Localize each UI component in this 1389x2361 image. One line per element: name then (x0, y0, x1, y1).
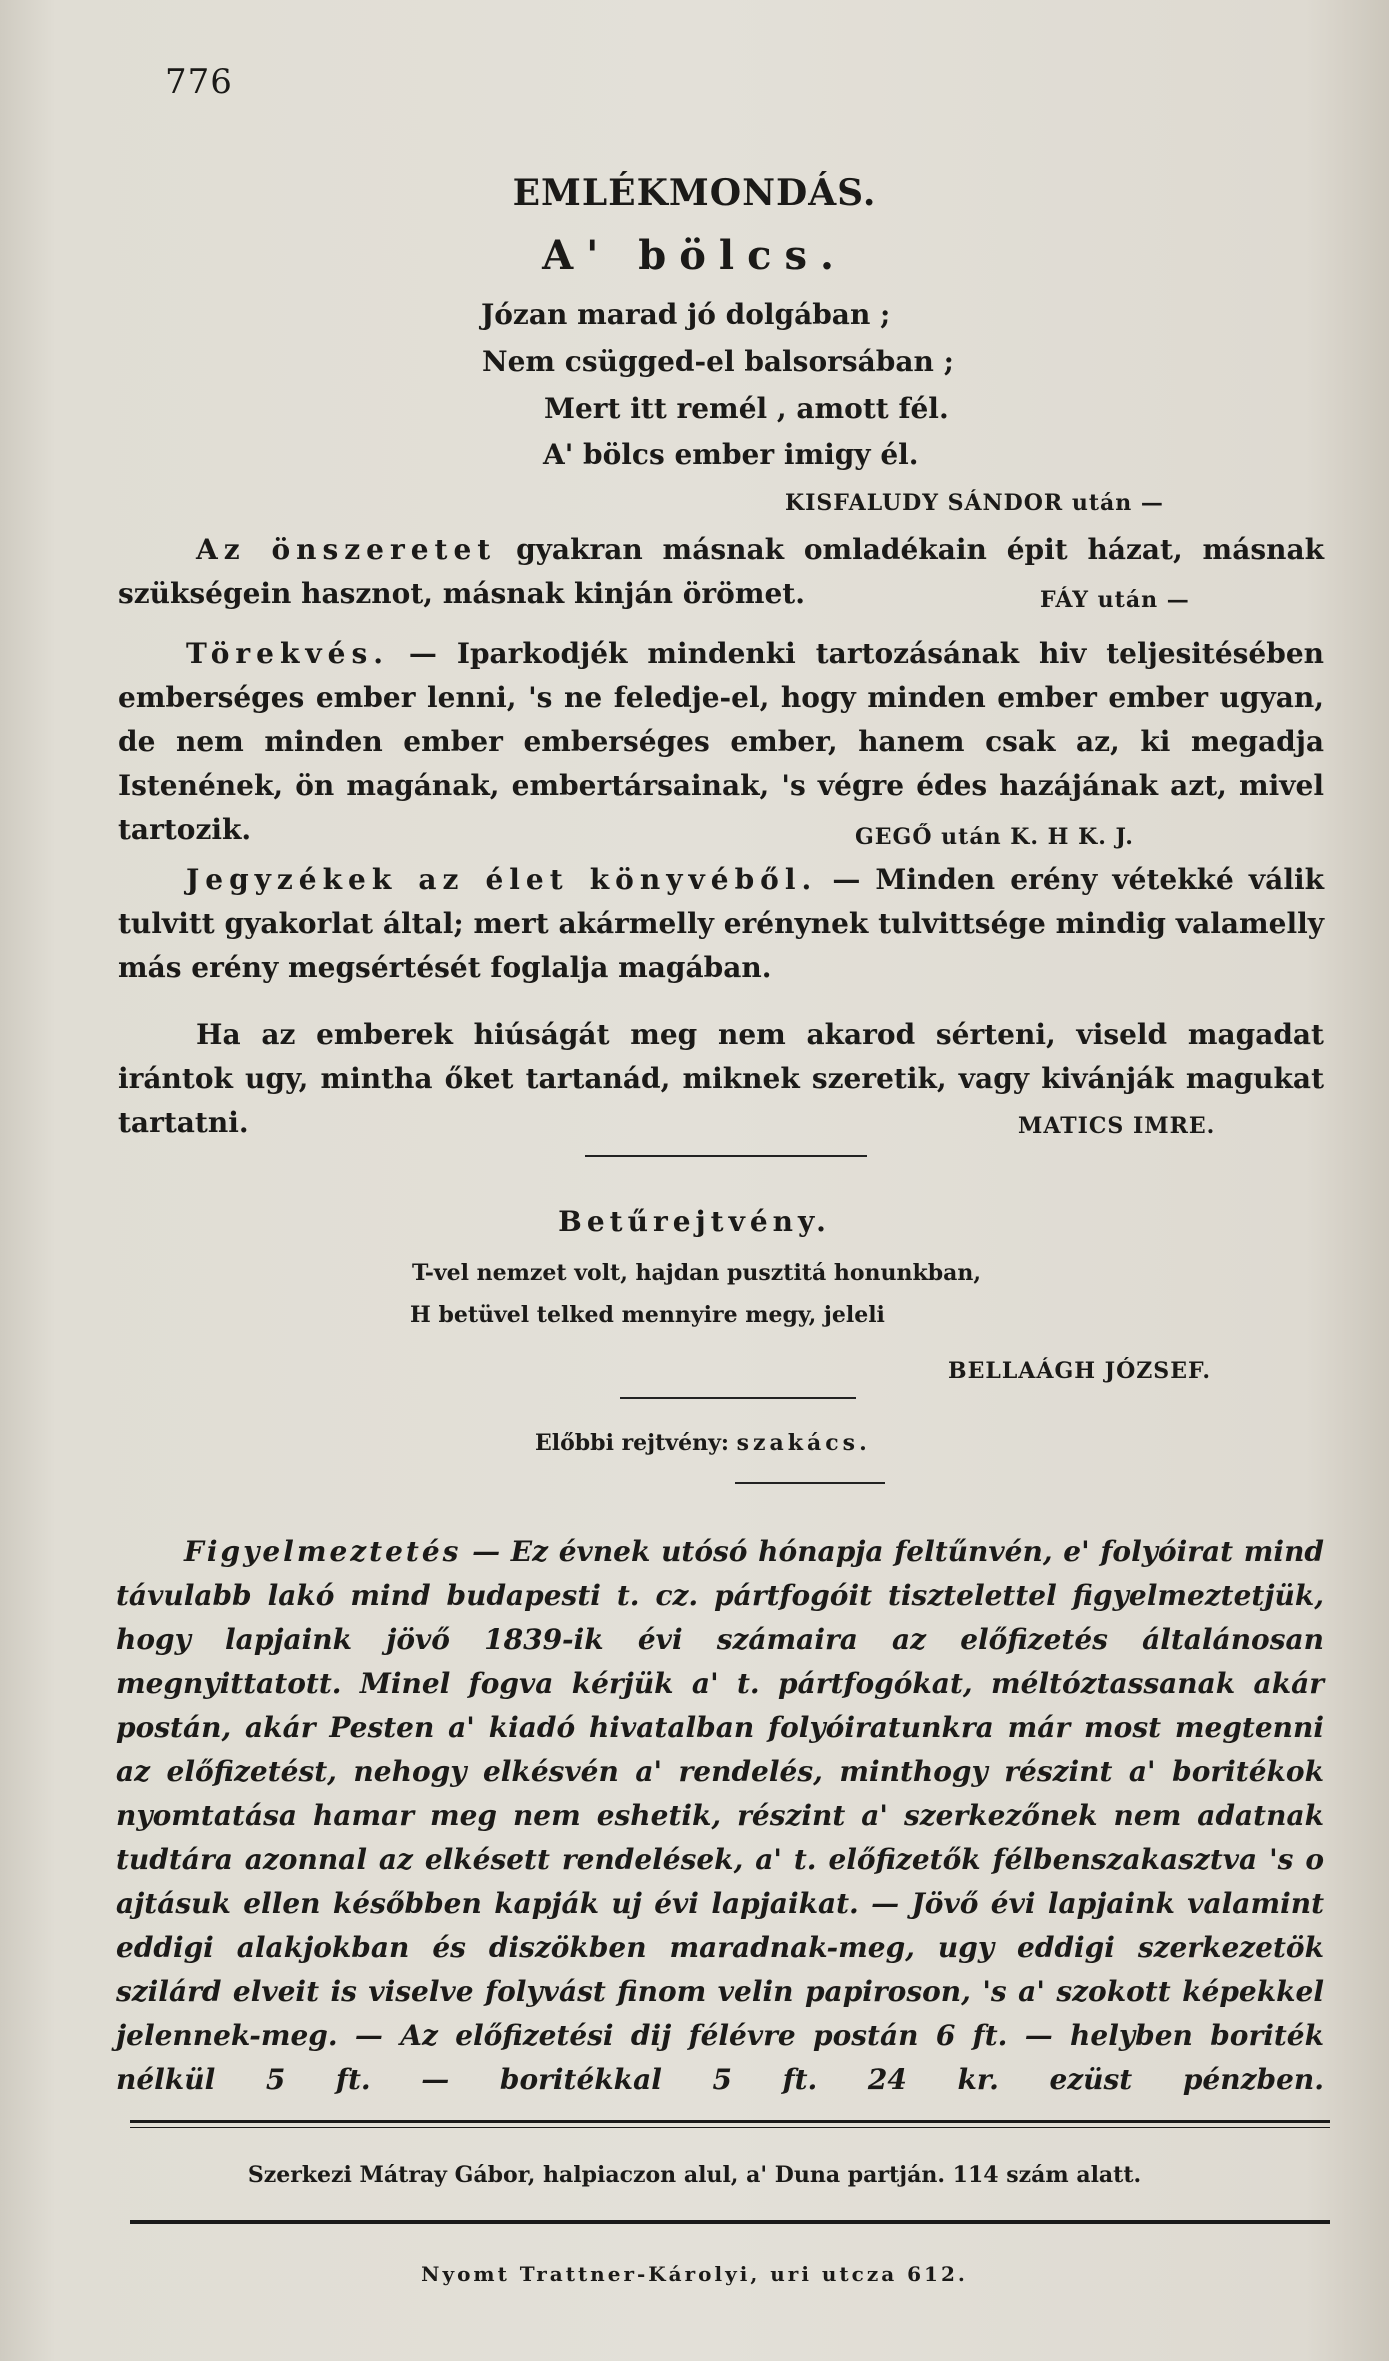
rebus-line-1: T-vel nemzet volt, hajdan pusztitá honunkban, (412, 1260, 982, 1286)
torekves-lead: Törekvés. (186, 637, 389, 670)
previous-rebus-answer: szakács. (736, 1430, 871, 1456)
jegyzekek-paragraph (118, 858, 1324, 990)
previous-rebus (535, 1430, 871, 1456)
footer-rule-top (130, 2120, 1330, 2123)
rebus-divider (620, 1397, 856, 1399)
hiusag-text: Ha az emberek hiúságát meg nem akarod sérteni, viseld magadat irántok ugy, mintha őket tartanád, miknek szeretik, vagy kivánják magukat tartatni. (118, 1018, 1324, 1139)
hiusag-attribution: MATICS IMRE. (1018, 1113, 1216, 1139)
poem-line-1: Józan marad jó dolgában ; (481, 298, 891, 331)
footer-rule-bottom (130, 2220, 1330, 2224)
poem-title: A' bölcs. (542, 232, 847, 279)
jegyzekek-lead: Jegyzékek az élet könyvéből. (186, 863, 818, 896)
torekves-paragraph (118, 632, 1324, 852)
printer-line: Nyomt Trattner-Károlyi, uri utcza 612. (421, 2262, 968, 2286)
notice-divider (735, 1482, 885, 1484)
footer-rule-top-thin (130, 2127, 1330, 2128)
poem-line-3: Mert itt remél , amott fél. (544, 392, 949, 425)
torekves-text: — Iparkodjék mindenki tartozásának hiv teljesitésében emberséges ember lenni, 's ne feledje-el, hogy minden ember ember ugyan, de nem minden ember emberséges ember, hanem csak az, ki megadja Istenének, ön magának, embertársainak, 's végre édes hazájának azt, mivel tartozik. (118, 637, 1324, 846)
poem-line-2: Nem csügged-el balsorsában ; (482, 345, 954, 378)
onszeretet-attribution: FÁY után — (1040, 587, 1190, 613)
torekves-attribution: GEGŐ után K. H K. J. (855, 824, 1134, 850)
previous-rebus-label: Előbbi rejtvény: (535, 1430, 729, 1456)
editor-line: Szerkezi Mátray Gábor, halpiaczon alul, a' Duna partján. 114 szám alatt. (247, 2162, 1142, 2188)
notice-paragraph (116, 1530, 1324, 2102)
rebus-line-2: H betüvel telked mennyire megy, jeleli (410, 1302, 885, 1328)
page-title: EMLÉKMONDÁS. (512, 172, 877, 214)
poem-line-4: A' bölcs ember imigy él. (543, 438, 919, 471)
rebus-title: Betűrejtvény. (558, 1205, 831, 1238)
poem-attribution: KISFALUDY SÁNDOR után — (785, 490, 1164, 516)
notice-lead: Figyelmeztetés (184, 1535, 462, 1568)
onszeretet-lead: Az önszeretet (196, 533, 497, 566)
notice-text: — Ez évnek utósó hónapja feltűnvén, e' folyóirat mind távulabb lakó mind budapesti t. cz. pártfogóit tisztelettel figyelmeztetjük, hogy lapjaink jövő 1839-ik évi számaira az előfizetés általánosan megnyittatott. Minel fogva kérjük a' t. pártfogókat, méltóztassanak akár postán, akár Pesten a' kiadó hivatalban folyóiratunkra már most megtenni az előfizetést, nehogy elkésvén a' rendelés, minthogy részint a' boritékok nyomtatása hamar meg nem eshetik, részint a' szerkezőnek nem adatnak tudtára azonnal az elkésett rendelések, a' t. előfizetők félbenszakasztva 's o ajtásuk ellen későbben kapják uj évi lapjaikat. — Jövő évi lapjaink valamint eddigi alakjokban és diszökben maradnak-meg, ugy eddigi szerkezetök szilárd elveit is viselve folyvást finom velin papiroson, 's a' szokott képekkel jelennek-meg. — Az előfizetési dij félévre postán 6 ft. — helyben boriték nélkül 5 ft. — boritékkal 5 ft. 24 kr. ezüst pénzben. (116, 1535, 1324, 2096)
section-divider (585, 1155, 867, 1157)
rebus-attribution: BELLAÁGH JÓZSEF. (948, 1358, 1212, 1384)
jegyzekek-text: — Minden erény vétekké válik tulvitt gyakorlat által; mert akármelly erénynek tulvittsége mindig valamelly más erény megsértését foglalja magában. (118, 863, 1324, 984)
onszeretet-text: gyakran másnak omladékain épit házat, másnak szükségein hasznot, másnak kinján örömet. (118, 533, 1324, 610)
page-number: 776 (165, 62, 233, 102)
